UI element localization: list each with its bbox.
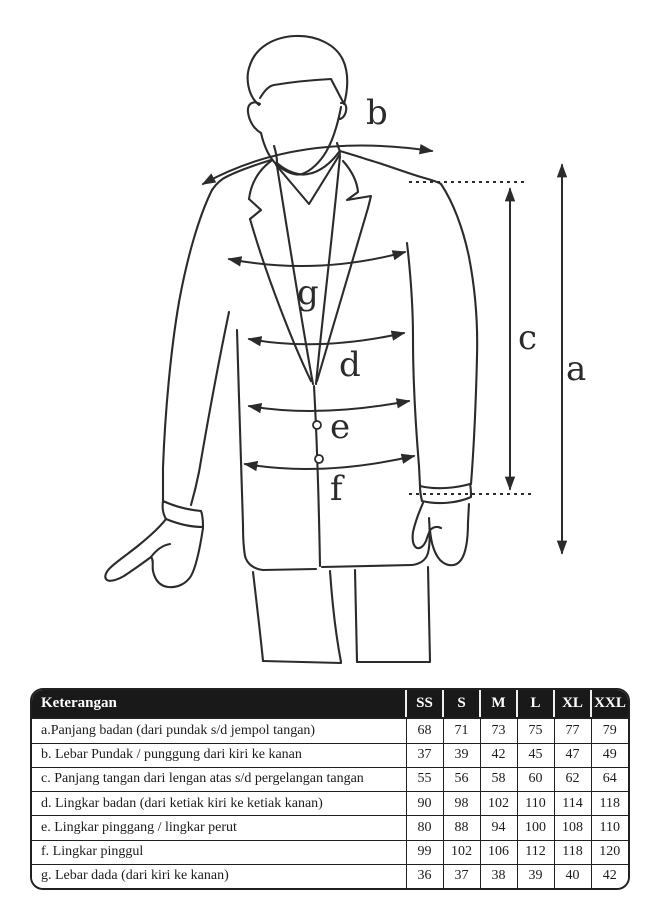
cell-value: 68 [406, 718, 443, 743]
jacket-button-lower [315, 455, 323, 463]
hem-right [322, 565, 412, 567]
measurement-annotations [203, 93, 586, 553]
left-ear [248, 102, 261, 133]
left-thumb-line [151, 544, 170, 557]
cell-value: 55 [406, 767, 443, 791]
table-row [32, 864, 628, 888]
cell-value: 40 [554, 864, 591, 888]
right-sleeve-inner [407, 243, 420, 486]
cell-value: 79 [591, 718, 628, 743]
row-desc: e. Lingkar pinggang / lingkar perut [32, 816, 406, 840]
right-sleeve-outer [441, 184, 477, 484]
cell-value: 37 [443, 864, 480, 888]
header-cell-size-m: M [480, 690, 517, 718]
right-hand [413, 503, 469, 565]
row-desc: a.Panjang badan (dari pundak s/d jempol tangan) [32, 718, 406, 743]
cell-value: 100 [517, 816, 554, 840]
row-desc: b. Lebar Pundak / punggung dari kiri ke kanan [32, 743, 406, 767]
cell-value: 90 [406, 792, 443, 816]
left-sleeve-inner [191, 312, 229, 505]
measure-label-e: e [330, 407, 351, 447]
left-notch [249, 199, 261, 219]
cell-value: 42 [480, 743, 517, 767]
header-cell-size-xxl: XXL [591, 690, 628, 718]
cell-value: 110 [591, 816, 628, 840]
right-collar-inner [343, 161, 358, 192]
cell-value: 118 [591, 792, 628, 816]
cell-value: 60 [517, 767, 554, 791]
cell-value: 49 [591, 743, 628, 767]
table-row [32, 840, 628, 864]
header-cell-size-l: L [517, 690, 554, 718]
cell-value: 77 [554, 718, 591, 743]
measure-label-d: d [339, 345, 361, 385]
cell-value: 58 [480, 767, 517, 791]
right-finger-line [430, 527, 441, 530]
arrow-d [249, 333, 404, 344]
cell-value: 114 [554, 792, 591, 816]
right-leg-inner [355, 570, 357, 662]
cell-value: 64 [591, 767, 628, 791]
table-row [32, 718, 628, 743]
cell-value: 71 [443, 718, 480, 743]
measure-label-c: c [518, 318, 538, 358]
cell-value: 94 [480, 816, 517, 840]
size-table-grid [32, 690, 628, 888]
arrow-g [229, 252, 405, 266]
cell-value: 80 [406, 816, 443, 840]
cell-value: 42 [591, 864, 628, 888]
cell-value: 75 [517, 718, 554, 743]
cell-value: 56 [443, 767, 480, 791]
cell-value: 106 [480, 840, 517, 864]
row-desc: c. Panjang tangan dari lengan atas s/d pergelangan tangan [32, 767, 406, 791]
cell-value: 88 [443, 816, 480, 840]
hairline [260, 79, 343, 102]
row-desc: f. Lingkar pinggul [32, 840, 406, 864]
table-row [32, 743, 628, 767]
cell-value: 39 [517, 864, 554, 888]
jacket-front-opening [314, 386, 320, 566]
cell-value: 36 [406, 864, 443, 888]
measure-label-b: b [366, 93, 388, 133]
row-desc: d. Lingkar badan (dari ketiak kiri ke ketiak kanan) [32, 792, 406, 816]
table-row [32, 792, 628, 816]
measure-label-f: f [330, 469, 343, 509]
header-cell-size-ss: SS [406, 690, 443, 718]
hem-left [245, 556, 316, 570]
cell-value: 108 [554, 816, 591, 840]
arrow-e [249, 401, 409, 411]
jacket-button-upper [313, 421, 321, 429]
cell-value: 120 [591, 840, 628, 864]
size-table [30, 688, 630, 890]
left-leg-outer [253, 572, 263, 661]
row-desc: g. Lebar dada (dari kiri ke kanan) [32, 864, 406, 888]
cell-value: 98 [443, 792, 480, 816]
cell-value: 118 [554, 840, 591, 864]
measure-label-a: a [566, 349, 587, 389]
left-cuff [163, 501, 203, 527]
left-leg-bottom [263, 661, 341, 663]
left-leg-inner [330, 571, 341, 662]
header-cell-keterangan: Keterangan [32, 690, 406, 718]
cell-value: 38 [480, 864, 517, 888]
table-header-row [32, 690, 628, 718]
right-leg-outer [428, 567, 430, 661]
cell-value: 73 [480, 718, 517, 743]
cell-value: 99 [406, 840, 443, 864]
table-row [32, 767, 628, 791]
cell-value: 102 [443, 840, 480, 864]
arrow-f [245, 456, 414, 469]
measure-label-g: g [297, 273, 319, 313]
header-cell-size-xl: XL [554, 690, 591, 718]
lapel-roll-right [316, 156, 340, 384]
cell-value: 45 [517, 743, 554, 767]
man-figure [105, 36, 477, 663]
left-body-edge [237, 330, 245, 556]
cell-value: 47 [554, 743, 591, 767]
left-sleeve-outer [163, 190, 212, 500]
cell-value: 37 [406, 743, 443, 767]
cell-value: 112 [517, 840, 554, 864]
cell-value: 62 [554, 767, 591, 791]
header-cell-size-s: S [443, 690, 480, 718]
cell-value: 110 [517, 792, 554, 816]
cell-value: 102 [480, 792, 517, 816]
right-notch [347, 192, 371, 208]
cell-value: 39 [443, 743, 480, 767]
table-row [32, 816, 628, 840]
